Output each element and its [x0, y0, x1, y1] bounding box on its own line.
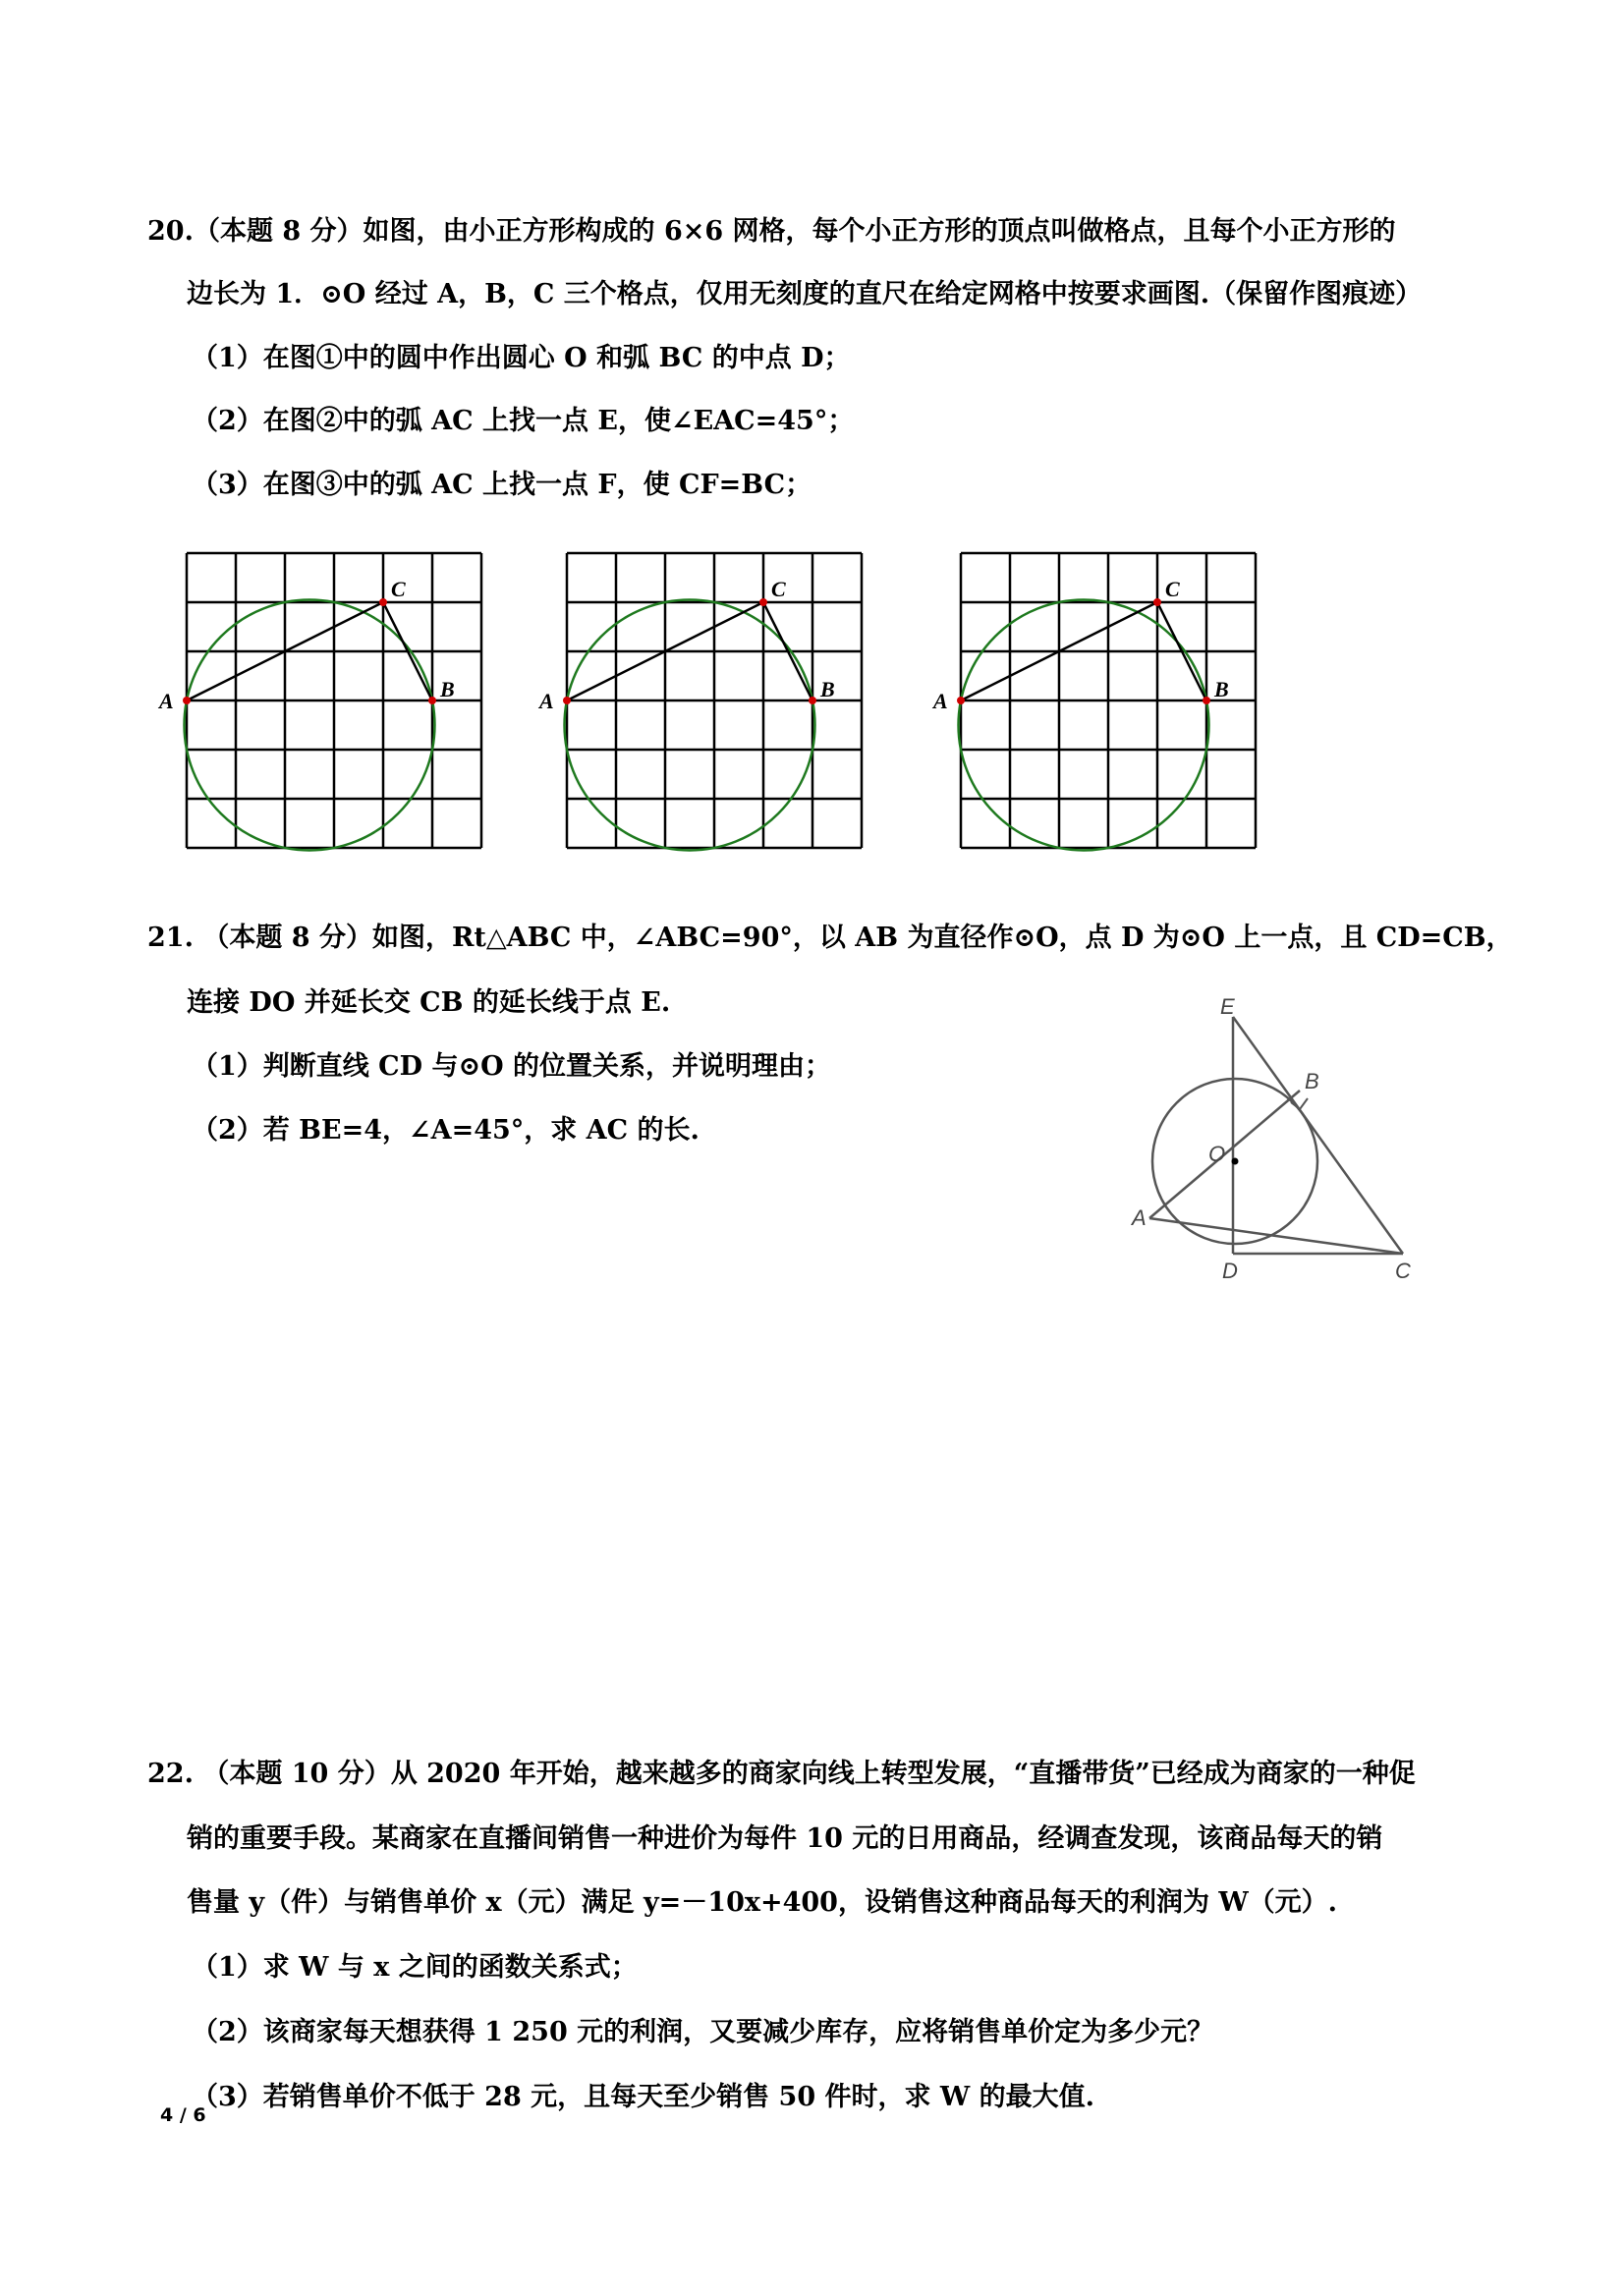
q21-figure — [1130, 992, 1434, 1287]
q21-label-C: C — [1395, 1259, 1411, 1283]
q20-figure-2 — [537, 545, 871, 860]
point-b — [1203, 697, 1210, 704]
q22-sub1: （1）求 W 与 x 之间的函数关系式； — [192, 1952, 638, 1983]
q21-label-O: O — [1208, 1142, 1226, 1166]
label-b: B — [440, 677, 455, 701]
q20-sub1: （1）在图①中的圆中作出圆心 O 和弧 BC 的中点 D； — [192, 343, 851, 373]
page-number: 4 / 6 — [160, 2104, 206, 2126]
q20-line2: 边长为 1．⊙O 经过 A，B，C 三个格点，仅用无刻度的直尺在给定网格中按要求画图.（保留作图痕迹） — [187, 279, 1423, 309]
label-a: A — [539, 689, 554, 713]
q21-label-A: A — [1132, 1205, 1147, 1230]
label-c: C — [771, 577, 786, 601]
q22-sub2: （2）该商家每天想获得 1 250 元的利润，又要减少库存，应将销售单价定为多少元？ — [192, 2017, 1214, 2047]
point-a — [563, 697, 571, 704]
label-b: B — [1214, 677, 1229, 701]
point-c — [379, 598, 387, 606]
point-b — [809, 697, 816, 704]
q20-sub2: （2）在图②中的弧 AC 上找一点 E，使∠EAC=45°； — [192, 406, 855, 436]
q20-figure-3 — [931, 545, 1265, 860]
q21-label-B: B — [1305, 1069, 1319, 1093]
q21-line2: 连接 DO 并延长交 CB 的延长线于点 E. — [187, 987, 671, 1018]
label-c: C — [391, 577, 406, 601]
q20-sub3: （3）在图③中的弧 AC 上找一点 F，使 CF=BC； — [192, 470, 812, 500]
circle-o — [565, 600, 815, 851]
q22-line1: 22. （本题 10 分）从 2020 年开始，越来越多的商家向线上转型发展，“直播带货”已经成为商家的一种促 — [147, 1759, 1416, 1789]
q20-line1: 20.（本题 8 分）如图，由小正方形构成的 6×6 网格，每个小正方形的顶点叫做格点，且每个小正方形的 — [147, 216, 1396, 247]
q21-label-E: E — [1220, 994, 1235, 1019]
q22-sub3: （3）若销售单价不低于 28 元，且每天至少销售 50 件时，求 W 的最大值. — [192, 2082, 1095, 2112]
circle-o — [959, 600, 1209, 851]
q20-figure-1 — [157, 545, 491, 860]
circle-o — [185, 600, 435, 851]
label-c: C — [1165, 577, 1180, 601]
q22-line2: 销的重要手段。某商家在直播间销售一种进价为每件 10 元的日用商品，经调查发现，该商品每天的销 — [187, 1823, 1383, 1854]
q22-line3: 售量 y（件）与销售单价 x（元）满足 y=－10x+400，设销售这种商品每天的利润为 W（元）. — [187, 1887, 1338, 1918]
point-a — [957, 697, 965, 704]
label-a: A — [159, 689, 174, 713]
point-b — [428, 697, 436, 704]
label-b: B — [820, 677, 835, 701]
q21-line1: 21. （本题 8 分）如图，Rt△ABC 中，∠ABC=90°，以 AB 为直径作⊙O，点 D 为⊙O 上一点，且 CD=CB， — [147, 923, 1513, 953]
point-c — [1153, 598, 1161, 606]
point-c — [759, 598, 767, 606]
q21-label-D: D — [1222, 1259, 1238, 1283]
label-a: A — [933, 689, 948, 713]
point-a — [183, 697, 191, 704]
q21-sub1: （1）判断直线 CD 与⊙O 的位置关系，并说明理由； — [192, 1051, 832, 1082]
q21-sub2: （2）若 BE=4，∠A=45°，求 AC 的长. — [192, 1115, 700, 1146]
